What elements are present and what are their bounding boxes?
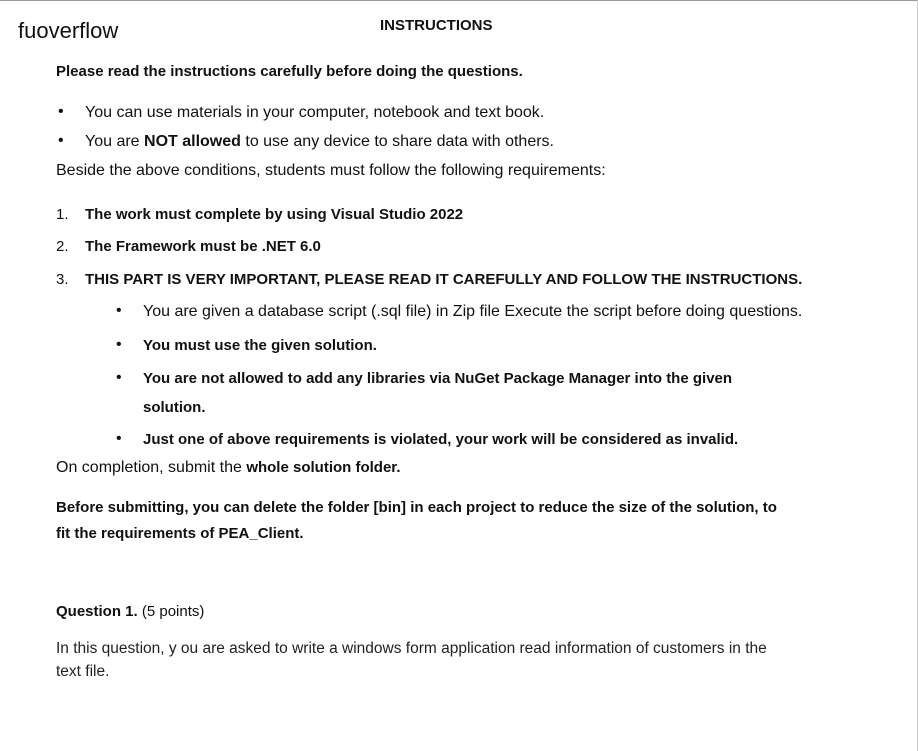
- bullet-text: You are NOT allowed to use any device to share data with others.: [85, 133, 554, 150]
- requirement-number: 1.: [56, 206, 69, 223]
- before-submitting-text: Before submitting, you can delete the folder [bin] in each project to reduce the size of the solution, to: [56, 499, 777, 516]
- question-text: In this question, y ou are asked to write a windows form application read information of customers in the: [56, 640, 767, 657]
- sub-bullet-text-continued: solution.: [143, 399, 206, 416]
- requirement-text: The Framework must be .NET 6.0: [85, 238, 321, 255]
- bullet-dot-icon: •: [58, 103, 64, 120]
- bullet-text: You can use materials in your computer, notebook and text book.: [85, 104, 545, 121]
- requirement-text: THIS PART IS VERY IMPORTANT, PLEASE READ IT CAREFULLY AND FOLLOW THE INSTRUCTIONS.: [85, 271, 803, 288]
- sub-bullet-text: You are given a database script (.sql file) in Zip file Execute the script before doing questions.: [143, 303, 803, 320]
- requirement-text: The work must complete by using Visual Studio 2022: [85, 206, 464, 223]
- bullet-dot-icon: •: [116, 302, 122, 319]
- requirement-number: 3.: [56, 271, 69, 288]
- completion-text: On completion, submit the whole solution folder.: [56, 459, 401, 476]
- conditions-text: Beside the above conditions, students must follow the following requirements:: [56, 162, 606, 179]
- intro-text: Please read the instructions carefully before doing the questions.: [56, 63, 523, 80]
- bullet-dot-icon: •: [58, 132, 64, 149]
- page-title: INSTRUCTIONS: [380, 17, 493, 34]
- question-text-continued: text file.: [56, 663, 110, 680]
- sub-bullet-text: You must use the given solution.: [143, 337, 377, 354]
- top-border: [0, 0, 918, 1]
- bullet-dot-icon: •: [116, 336, 122, 353]
- sub-bullet-text: Just one of above requirements is violated, your work will be considered as invalid.: [143, 431, 739, 448]
- before-submitting-text-continued: fit the requirements of PEA_Client.: [56, 525, 304, 542]
- bullet-dot-icon: •: [116, 369, 122, 386]
- sub-bullet-text: You are not allowed to add any libraries via NuGet Package Manager into the given: [143, 370, 733, 387]
- watermark-logo: fuoverflow: [18, 18, 119, 43]
- question-heading: Question 1. (5 points): [56, 603, 205, 620]
- bullet-dot-icon: •: [116, 430, 122, 447]
- requirement-number: 2.: [56, 238, 69, 255]
